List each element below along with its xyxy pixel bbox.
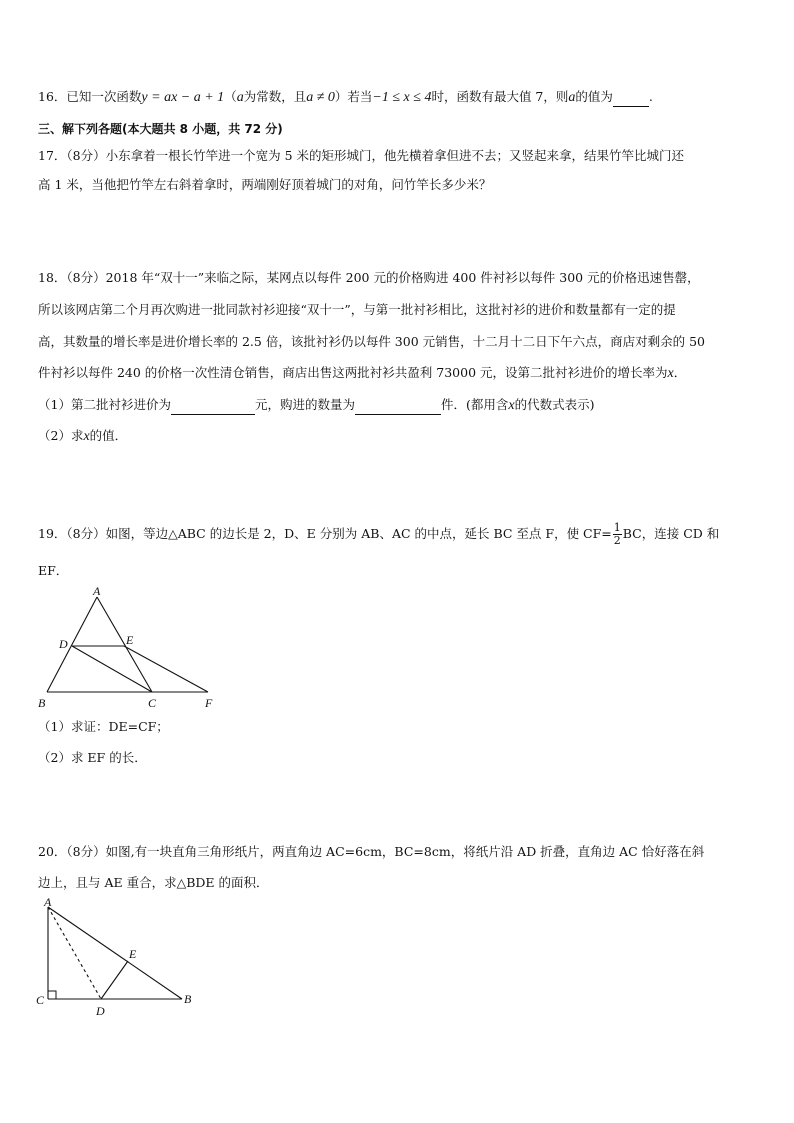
q20-line-2: 边上，且与 AE 重合，求△BDE 的面积． xyxy=(38,875,269,890)
segment-DE xyxy=(101,961,128,999)
label-D: D xyxy=(59,637,68,651)
q18-sub2-b: 的值． xyxy=(89,428,128,443)
q20-line-1: 20．（8分）如图,有一块直角三角形纸片，两直角边 AC=6cm，BC=8cm，将纸片沿 AD 折叠，直角边 AC 恰好落在斜 xyxy=(38,844,705,859)
q18-sub-2 xyxy=(38,427,127,446)
section-heading: 三、解下列各题(本大题共 8 小题，共 72 分) xyxy=(38,122,283,136)
segment-AC xyxy=(97,597,152,692)
label-A: A xyxy=(44,895,52,909)
question-16 xyxy=(38,88,653,107)
label-E: E xyxy=(126,633,134,647)
fold-line-AD xyxy=(48,907,101,999)
q16-var-a: a xyxy=(236,90,244,105)
q17-line-2: 高 1 米，当他把竹竿左右斜着拿时，两端刚好顶着城门的对角，问竹竿长多少米？ xyxy=(38,177,492,192)
q18-price-blank[interactable] xyxy=(171,400,255,415)
q16-paren: （ xyxy=(224,89,237,104)
q19-sub-1: （1）求证：DE=CF； xyxy=(38,719,169,734)
q16-tail: 的值为 xyxy=(575,89,613,104)
q20-figure xyxy=(30,893,210,1023)
q18-line-4 xyxy=(38,364,686,383)
q16-end: . xyxy=(648,89,653,104)
q18-sub1-a: （1）第二批衬衫进价为 xyxy=(38,397,171,412)
q19-line-1 xyxy=(38,522,719,547)
q16-formula: y = ax − a + 1 xyxy=(141,90,225,105)
q16-cond: 为常数，且 xyxy=(243,89,307,104)
q18-sub1-d: 的代数式表示) xyxy=(514,397,595,412)
frac-denominator: 2 xyxy=(613,534,621,547)
q17-line-1: 17．（8分）小东拿着一根长竹竿进一个宽为 5 米的矩形城门，他先横着拿但进不去；又竖起来拿，结果竹竿比城门还 xyxy=(38,148,685,163)
q16-cond-formula: a ≠ 0 xyxy=(306,90,335,105)
q18-line-2: 所以该网店第二个月再次购进一批同款衬衫迎接“双十一”，与第一批衬衫相比，这批衬衫的进价和数量都有一定的提 xyxy=(38,302,676,317)
q18-quantity-blank[interactable] xyxy=(355,400,441,415)
q19-line-2: EF． xyxy=(38,563,69,578)
segment-AB xyxy=(47,597,97,692)
q19-text: 19．（8分）如图，等边△ABC 的边长是 2，D、E 分别为 AB、AC 的中点，延长 BC 至点 F，使 CF= xyxy=(38,526,612,541)
q18-var-x3: x xyxy=(83,429,90,444)
q19-text-2: BC，连接 CD 和 xyxy=(622,526,720,541)
q16-text: 16．已知一次函数 xyxy=(38,89,142,104)
q18-sub-1 xyxy=(38,396,594,415)
fraction-one-half xyxy=(613,522,622,547)
q16-cond-tail: ）若当 xyxy=(334,89,373,104)
q18-line-3: 高，其数量的增长率是进价增长率的 2.5 倍，该批衬衫仍以每件 300 元销售，十二月十二日下午六点，商店对剩余的 50 xyxy=(38,334,706,349)
label-C: C xyxy=(148,696,157,710)
q18-line-1: 18．（8分）2018 年“双十一”来临之际，某网点以每件 200 元的价格购进 400 件衬衫以每件 300 元的价格迅速售罄， xyxy=(38,270,700,285)
q16-range: −1 ≤ x ≤ 4 xyxy=(372,90,432,105)
q18-dot: ． xyxy=(673,365,687,380)
q16-mid: 时，函数有最大值 7，则 xyxy=(431,89,569,104)
q18-sub1-c: 件．(都用含 xyxy=(440,397,509,412)
label-F: F xyxy=(205,696,213,710)
q18-sub2-a: （2）求 xyxy=(38,428,84,443)
q16-var-a2: a xyxy=(568,90,576,105)
segment-AB xyxy=(48,907,182,999)
q16-answer-blank[interactable] xyxy=(613,92,649,107)
frac-numerator: 1 xyxy=(613,521,621,534)
q18-var-x2: x xyxy=(508,398,515,413)
q19-sub-2: （2）求 EF 的长． xyxy=(38,750,147,765)
segment-EF xyxy=(124,646,208,692)
label-A: A xyxy=(93,584,101,598)
label-B: B xyxy=(38,696,46,710)
right-angle-mark xyxy=(48,991,56,999)
label-E: E xyxy=(129,947,137,961)
segment-DC xyxy=(72,646,152,692)
q18-sub1-b: 元，购进的数量为 xyxy=(254,397,355,412)
q18-line-4-text: 件衬衫以每件 240 的价格一次性清仓销售，商店出售这两批衬衫共盈利 73000 元，设第二批衬衫进价的增长率为 xyxy=(38,365,668,380)
q18-var-x: x xyxy=(667,366,674,381)
label-C: C xyxy=(36,993,45,1007)
label-B: B xyxy=(184,992,192,1006)
q19-figure xyxy=(30,582,230,714)
label-D: D xyxy=(96,1004,105,1018)
